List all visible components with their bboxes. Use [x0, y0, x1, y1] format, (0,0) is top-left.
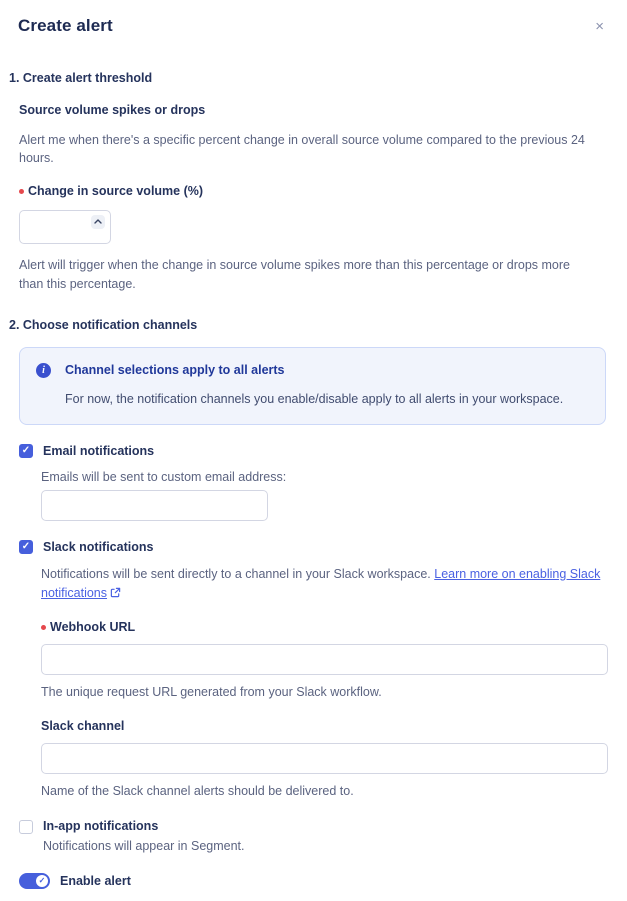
required-marker — [19, 189, 24, 194]
email-notifications-label[interactable]: Email notifications — [43, 443, 155, 458]
slack-description-text: Notifications will be sent directly to a channel in your Slack workspace. — [41, 566, 435, 581]
inapp-notifications-checkbox[interactable] — [19, 820, 33, 834]
info-banner — [19, 347, 606, 425]
info-banner-title: Channel selections apply to all alerts — [65, 363, 285, 377]
change-in-source-volume-field — [19, 210, 111, 244]
alert-type-subheading: Source volume spikes or drops — [19, 102, 206, 117]
required-marker — [41, 625, 46, 630]
stepper-up-icon[interactable] — [91, 215, 105, 229]
alert-type-description: Alert me when there's a specific percent change in overall source volume compared to the previous 24 hours. — [19, 132, 585, 166]
slack-learn-more-link[interactable]: Learn more on enabling Slack notifications — [41, 566, 601, 600]
info-banner-body: For now, the notification channels you enable/disable apply to all alerts in your workspace. — [65, 391, 564, 406]
custom-email-input[interactable] — [41, 490, 268, 521]
enable-alert-label[interactable]: Enable alert — [60, 873, 131, 888]
check-icon: ✓ — [21, 541, 31, 553]
section-2-heading: 2. Choose notification channels — [9, 318, 198, 333]
close-icon[interactable]: × — [591, 13, 608, 40]
slack-sub-block — [41, 565, 608, 801]
modal-header — [0, 0, 627, 46]
email-description: Emails will be sent to custom email address: — [41, 470, 287, 485]
slack-description — [41, 565, 608, 604]
enable-alert-toggle[interactable] — [19, 873, 50, 889]
threshold-help-text: Alert will trigger when the change in source volume spikes more than this percentage or drops more than this percentage. — [19, 257, 570, 291]
email-notifications-row — [19, 442, 608, 461]
info-banner-text — [65, 361, 563, 409]
change-in-source-volume-label — [19, 182, 608, 201]
webhook-url-label-text: Webhook URL — [50, 620, 136, 635]
toggle-knob — [36, 875, 48, 887]
info-icon: i — [36, 363, 51, 378]
slack-channel-input[interactable] — [41, 743, 608, 774]
check-icon: ✓ — [21, 444, 31, 456]
slack-notifications-label[interactable]: Slack notifications — [43, 540, 154, 554]
check-icon: ✓ — [38, 876, 46, 886]
webhook-url-input[interactable] — [41, 644, 608, 675]
inapp-description: Notifications will appear in Segment. — [43, 839, 245, 853]
chevron-up-icon — [94, 219, 102, 224]
email-notifications-checkbox[interactable] — [19, 444, 33, 458]
slack-channel-label-text: Slack channel — [41, 718, 125, 733]
inapp-notifications-row — [19, 817, 608, 836]
field-label-text: Change in source volume (%) — [28, 184, 204, 198]
slack-notifications-checkbox[interactable] — [19, 540, 33, 554]
slack-channel-help: Name of the Slack channel alerts should be delivered to. — [41, 783, 354, 798]
email-sub-block — [41, 468, 608, 521]
webhook-url-help: The unique request URL generated from your Slack workflow. — [41, 685, 382, 699]
external-link-icon — [110, 585, 121, 604]
inapp-notifications-label[interactable]: In-app notifications — [43, 819, 159, 834]
enable-alert-row — [19, 872, 608, 891]
slack-notifications-row — [19, 538, 608, 557]
modal-title: Create alert — [18, 16, 113, 35]
modal-content — [0, 69, 627, 891]
section-1-heading: 1. Create alert threshold — [9, 71, 153, 85]
webhook-url-label — [41, 618, 608, 637]
